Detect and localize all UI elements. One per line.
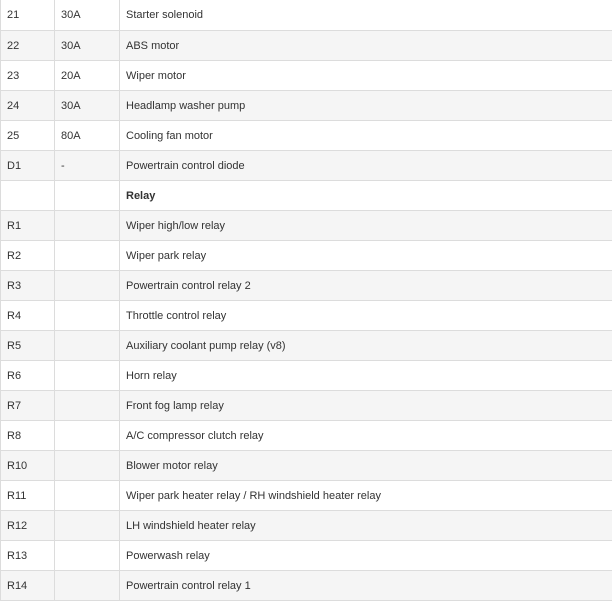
fuse-number-cell: 22 — [1, 31, 55, 61]
table-row — [1, 361, 612, 391]
amperage-cell — [55, 181, 120, 211]
fuse-number-cell: R1 — [1, 211, 55, 241]
description-cell: Blower motor relay — [120, 451, 612, 481]
fuse-number-cell: R10 — [1, 451, 55, 481]
fuse-number-cell: R5 — [1, 331, 55, 361]
description-cell: Front fog lamp relay — [120, 391, 612, 421]
table-row — [1, 481, 612, 511]
fuse-number-cell: R14 — [1, 571, 55, 601]
table-row — [1, 511, 612, 541]
table-row — [1, 0, 612, 31]
fuse-number-cell: R2 — [1, 241, 55, 271]
fuse-number-cell: R11 — [1, 481, 55, 511]
description-cell: Horn relay — [120, 361, 612, 391]
table-row — [1, 271, 612, 301]
description-cell: Auxiliary coolant pump relay (v8) — [120, 331, 612, 361]
amperage-cell — [55, 391, 120, 421]
fuse-number-cell: R8 — [1, 421, 55, 451]
fuse-number-cell: D1 — [1, 151, 55, 181]
description-cell: ABS motor — [120, 31, 612, 61]
description-cell: Throttle control relay — [120, 301, 612, 331]
fuse-number-cell: R3 — [1, 271, 55, 301]
table-row — [1, 331, 612, 361]
amperage-cell — [55, 301, 120, 331]
fuse-number-cell: 23 — [1, 61, 55, 91]
section-heading-cell: Relay — [120, 181, 612, 211]
fuse-number-cell: R13 — [1, 541, 55, 571]
amperage-cell: 30A — [55, 31, 120, 61]
fuse-number-cell: 21 — [1, 0, 55, 31]
description-cell: Starter solenoid — [120, 0, 612, 31]
fuse-number-cell: R4 — [1, 301, 55, 331]
description-cell: Headlamp washer pump — [120, 91, 612, 121]
section-heading-row — [1, 181, 612, 211]
description-cell: Wiper park relay — [120, 241, 612, 271]
description-cell: Wiper park heater relay / RH windshield heater relay — [120, 481, 612, 511]
table-row — [1, 121, 612, 151]
description-cell: Powertrain control relay 2 — [120, 271, 612, 301]
amperage-cell: 80A — [55, 121, 120, 151]
amperage-cell — [55, 481, 120, 511]
description-cell: Powertrain control diode — [120, 151, 612, 181]
table-row — [1, 31, 612, 61]
table-row — [1, 151, 612, 181]
fuse-number-cell: R7 — [1, 391, 55, 421]
fuse-number-cell: 24 — [1, 91, 55, 121]
description-cell: Powertrain control relay 1 — [120, 571, 612, 601]
amperage-cell — [55, 421, 120, 451]
table-row — [1, 91, 612, 121]
amperage-cell: 30A — [55, 91, 120, 121]
table-row — [1, 451, 612, 481]
table-row — [1, 211, 612, 241]
fuse-number-cell: R6 — [1, 361, 55, 391]
amperage-cell: 30A — [55, 0, 120, 31]
description-cell: Wiper high/low relay — [120, 211, 612, 241]
table-row — [1, 541, 612, 571]
table-row — [1, 301, 612, 331]
amperage-cell — [55, 271, 120, 301]
amperage-cell — [55, 361, 120, 391]
table-body — [1, 0, 612, 601]
table-row — [1, 61, 612, 91]
table-row — [1, 391, 612, 421]
amperage-cell — [55, 571, 120, 601]
amperage-cell — [55, 511, 120, 541]
amperage-cell — [55, 241, 120, 271]
amperage-cell: - — [55, 151, 120, 181]
fuse-number-cell: 25 — [1, 121, 55, 151]
table-row — [1, 571, 612, 601]
table-row — [1, 241, 612, 271]
fuse-number-cell: R12 — [1, 511, 55, 541]
amperage-cell — [55, 331, 120, 361]
amperage-cell — [55, 541, 120, 571]
table-row — [1, 421, 612, 451]
description-cell: Cooling fan motor — [120, 121, 612, 151]
fuse-number-cell — [1, 181, 55, 211]
description-cell: LH windshield heater relay — [120, 511, 612, 541]
amperage-cell — [55, 451, 120, 481]
amperage-cell — [55, 211, 120, 241]
description-cell: A/C compressor clutch relay — [120, 421, 612, 451]
description-cell: Powerwash relay — [120, 541, 612, 571]
description-cell: Wiper motor — [120, 61, 612, 91]
amperage-cell: 20A — [55, 61, 120, 91]
